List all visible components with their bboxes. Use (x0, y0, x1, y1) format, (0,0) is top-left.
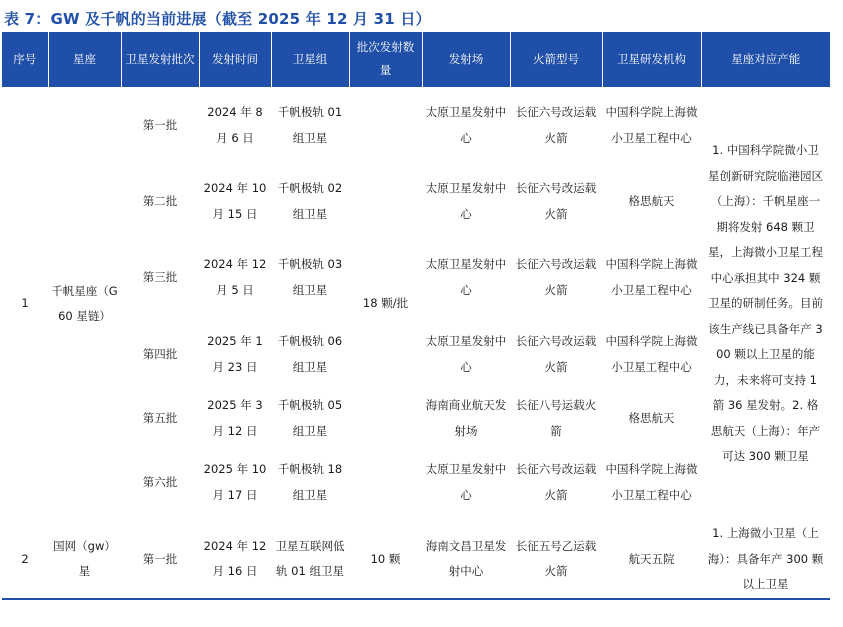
group-cell: 千帆极轨 02 组卫星 (277, 181, 343, 221)
row-no: 1 (2, 87, 48, 522)
batch-cell: 第六批 (142, 474, 178, 489)
site-cell: 海南商业航天发射场 (425, 398, 507, 438)
group-cell: 千帆极轨 03 组卫星 (277, 257, 343, 297)
site-cell: 太原卫星发射中心 (425, 181, 507, 221)
org-cell: 格思航天 (628, 410, 675, 425)
header-rocket: 火箭型号 (510, 32, 602, 87)
capacity-cell: 1. 上海微小卫星（上海）：具备年产 300 颗以上卫星 (701, 521, 830, 599)
time-cell: 2024 年 8 月 6 日 (199, 87, 271, 165)
batch-cell: 第五批 (142, 410, 178, 425)
group-cell: 千帆极轨 06 组卫星 (277, 334, 343, 374)
batch-cell: 第二批 (142, 193, 178, 208)
launch-progress-table (2, 32, 830, 600)
header-no: 序号 (2, 32, 48, 87)
header-group: 卫星组 (271, 32, 349, 87)
quantity-cell: 10 颗 (349, 521, 422, 599)
batch-cell: 第一批 (121, 87, 199, 165)
time-cell: 2024 年 10 月 15 日 (203, 181, 267, 221)
batch-cell: 第四批 (142, 346, 178, 361)
group-cell: 卫星互联网低轨 01 组卫星 (271, 521, 349, 599)
org-cell: 航天五院 (602, 521, 701, 599)
site-cell: 太原卫星发射中心 (425, 462, 507, 502)
time-cell: 2024 年 12 月 5 日 (203, 257, 267, 297)
quantity-cell: 18 颗/批 (349, 87, 422, 522)
group-cell: 千帆极轨 18 组卫星 (277, 462, 343, 502)
time-cell: 2025 年 1 月 23 日 (207, 334, 263, 374)
header-org: 卫星研发机构 (602, 32, 701, 87)
site-cell: 海南文昌卫星发射中心 (422, 521, 510, 599)
header-batch: 卫星发射批次 (121, 32, 199, 87)
table-title: 表 7：GW 及千帆的当前进展（截至 2025 年 12 月 31 日） (4, 10, 431, 28)
header-capacity: 星座对应产能 (701, 32, 830, 87)
header-constellation: 星座 (48, 32, 121, 87)
rocket-cell: 长征八号运载火箭 (515, 398, 597, 438)
constellation-name: 国网（gw）星 (48, 521, 121, 599)
header-row (2, 32, 830, 87)
capacity-cell: 1. 中国科学院微小卫星创新研究院临港园区（上海）：千帆星座一期将发射 648 颗卫星，上海微小卫星工程中心承担其中 324 颗卫星的研制任务。目前该生产线已具备年产 300 颗以上卫星的能力，未来将可支持 1 箭 36 星发射。2. 格思航天（上海）：年产可达 300 颗卫星 (701, 87, 830, 522)
time-cell: 2024 年 12 月 16 日 (199, 521, 271, 599)
site-cell: 太原卫星发射中心 (425, 257, 507, 297)
constellation-name: 千帆星座（G60 星链） (48, 87, 121, 522)
batch-cell: 第一批 (121, 521, 199, 599)
rocket-cell: 长征六号改运载火箭 (515, 462, 597, 502)
rocket-cell: 长征六号改运载火箭 (515, 334, 597, 374)
header-site: 发射场 (422, 32, 510, 87)
site-cell: 太原卫星发射中心 (422, 87, 510, 165)
rocket-cell: 长征六号改运载火箭 (515, 257, 597, 297)
org-cell: 中国科学院上海微小卫星工程中心 (602, 87, 701, 165)
batch-cell: 第三批 (142, 269, 178, 284)
site-cell: 太原卫星发射中心 (425, 334, 507, 374)
group-cell: 千帆极轨 01 组卫星 (271, 87, 349, 165)
org-cell: 中国科学院上海微小卫星工程中心 (605, 257, 698, 297)
row-no: 2 (2, 521, 48, 599)
org-cell: 中国科学院上海微小卫星工程中心 (605, 334, 698, 374)
header-time: 发射时间 (199, 32, 271, 87)
rocket-cell: 长征六号改运载火箭 (515, 181, 597, 221)
rocket-cell: 长征五号乙运载火箭 (510, 521, 602, 599)
table-row (2, 87, 830, 165)
time-cell: 2025 年 3 月 12 日 (207, 398, 263, 438)
header-quantity: 批次发射数量 (349, 32, 422, 87)
table-row (2, 521, 830, 599)
time-cell: 2025 年 10 月 17 日 (203, 462, 267, 502)
org-cell: 格思航天 (628, 193, 675, 208)
rocket-cell: 长征六号改运载火箭 (510, 87, 602, 165)
group-cell: 千帆极轨 05 组卫星 (277, 398, 343, 438)
org-cell: 中国科学院上海微小卫星工程中心 (605, 462, 698, 502)
